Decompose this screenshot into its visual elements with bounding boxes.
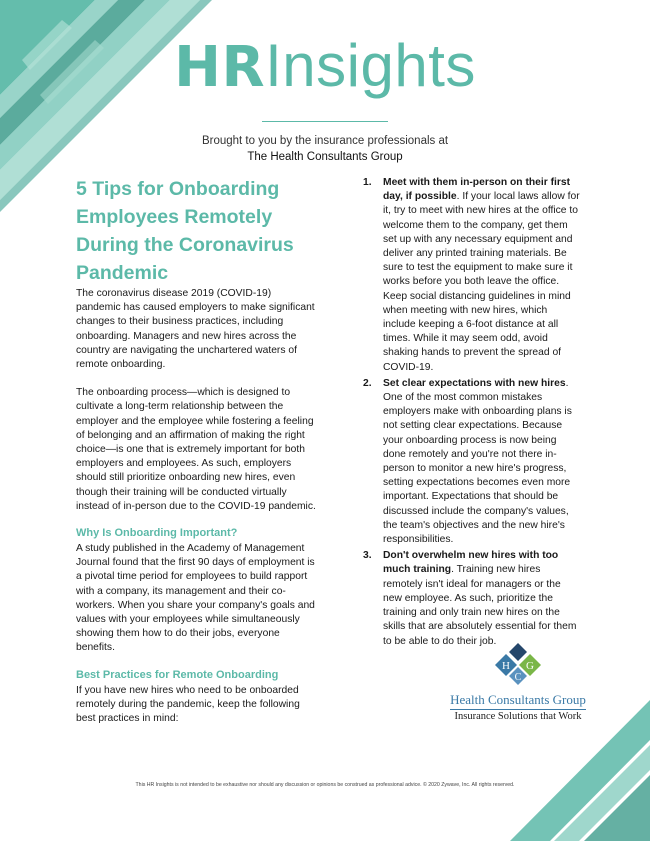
tip-body: . If your local laws allow for it, try to meet with new hires at the office to welcome them to the company, get them set up with any necessary equipment and deliver any printed training materials. Be sure to test the equipment to make sure it works before you both leave the office. Keep social distancing guidelines in mind when meeting with new hires, which include keeping a 6-foot distance at all times. While it may seem odd, avoid shaking hands to prevent the spread of COVID-19. [383,191,580,373]
left-column [76,175,316,726]
logo-letter-g: G [526,660,534,672]
section-body-why: A study published in the Academy of Management Journal found that the first 90 days of employment is a pivotal time period for employees to build rapport with a company, its management and their co-workers. When you share your company's goals and values with your employees while simultaneously showing them how to do their jobs, everyone benefits. [76,543,315,654]
logo-letter-h: H [502,660,510,672]
tip-item [363,377,581,547]
section-body-best-practices: If you have new hires who need to be onboarded remotely during the pandemic, keep the following best practices in mind: [76,684,300,725]
tip-number: 1. [363,177,372,188]
byline-line1: Brought to you by the insurance professionals at [201,135,449,147]
right-column [363,176,581,651]
tip-lead: Meet with them in-person on their first day, if possible [383,177,571,203]
tip-body: . Training new hires remotely isn't ideal for managers or the new employee. As such, prioritize the training and only train new hires on the skills that are absolutely essential for them to be able to do their job. [383,564,577,647]
footer-disclaimer: This HR Insights is not intended to be exhaustive nor should any discussion or opinions be construed as professional advice. © 2020 Zywave, Inc. All rights reserved. [135,782,515,788]
section-heading-best-practices: Best Practices for Remote Onboarding [76,668,279,681]
brand-bold: HR [174,35,266,100]
brand-light: Insights [265,32,476,99]
tip-number: 3. [363,550,372,562]
tips-list [363,176,581,649]
byline-company: The Health Consultants Group [247,151,403,163]
logo-letter-c: C [514,672,522,683]
section-heading-why: Why Is Onboarding Important? [76,527,238,540]
health-consultants-group-logo [446,642,590,722]
tip-number: 2. [363,377,372,389]
hr-insights-logo [0,30,650,104]
logo-company-name: Health Consultants Group [450,692,586,707]
article-title: 5 Tips for Onboarding Employees Remotely During the Coronavirus Pandemic [76,178,294,284]
tip-body: . One of the most common mistakes employers make with onboarding plans is not setting clear expectations. Because your onboarding process is now being done remotely and you're not there in-person to monitor a new hire's progress, setting expectations becomes even more important. Expectations that should be discussed include the company's values, the team's objectives and the new hire's responsibilities. [383,377,572,546]
hgc-diamond-icon [489,642,547,690]
tip-item [363,176,581,375]
byline [0,133,650,165]
logo-tagline: Insurance Solutions that Work [454,711,582,722]
logo-underline [450,709,586,710]
brand-divider [262,121,388,122]
intro-paragraph-2: The onboarding process—which is designed to cultivate a long-term relationship between the employer and the employee while fostering a feeling of belonging and an affirmation of making the right choice—is one that is extremely important for both employers and employees. As such, employers should still prioritize onboarding new hires, even though their training will be conducted virtually instead of in-person due to the COVID-19 pandemic. [76,387,316,512]
tip-lead: Don't overwhelm new hires with too much training [383,550,559,576]
intro-paragraph-1: The coronavirus disease 2019 (COVID-19) pandemic has caused employers to make significant changes to their business practices, including onboarding. Managers and new hires across the country are navigating the unchartered waters of remote onboarding. [76,288,315,371]
tip-item [363,549,581,648]
tip-lead: Set clear expectations with new hires [383,377,566,389]
